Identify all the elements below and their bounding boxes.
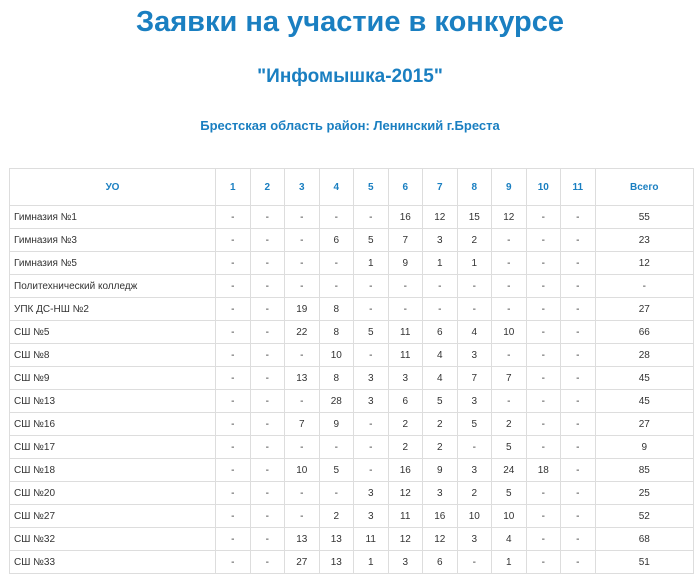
grade-count-cell: -	[526, 206, 561, 229]
school-name-cell: СШ №17	[10, 436, 216, 459]
grade-count-cell: 10	[319, 344, 354, 367]
total-cell: 55	[595, 206, 694, 229]
grade-count-cell: -	[457, 551, 492, 574]
grade-count-cell: 16	[423, 505, 458, 528]
table-row	[10, 551, 694, 574]
grade-count-cell: -	[250, 528, 285, 551]
school-name-cell: СШ №9	[10, 367, 216, 390]
grade-count-cell: -	[561, 344, 596, 367]
grade-count-cell: 13	[285, 528, 320, 551]
grade-count-cell: 8	[319, 367, 354, 390]
column-header-uo: УО	[10, 169, 216, 206]
grade-count-cell: -	[526, 390, 561, 413]
grade-count-cell: -	[319, 252, 354, 275]
grade-count-cell: 1	[423, 252, 458, 275]
table-row	[10, 275, 694, 298]
grade-count-cell: 2	[388, 436, 423, 459]
grade-count-cell: 5	[423, 390, 458, 413]
school-name-cell: СШ №5	[10, 321, 216, 344]
total-cell: 52	[595, 505, 694, 528]
grade-count-cell: 4	[457, 321, 492, 344]
grade-count-cell: -	[457, 436, 492, 459]
grade-count-cell: 12	[492, 206, 527, 229]
grade-count-cell: -	[526, 367, 561, 390]
grade-count-cell: 4	[423, 344, 458, 367]
grade-count-cell: 18	[526, 459, 561, 482]
grade-count-cell: 2	[423, 436, 458, 459]
grade-count-cell: 7	[457, 367, 492, 390]
grade-count-cell: 2	[457, 229, 492, 252]
grade-count-cell: 6	[423, 321, 458, 344]
grade-count-cell: -	[492, 252, 527, 275]
total-cell: 25	[595, 482, 694, 505]
grade-count-cell: 27	[285, 551, 320, 574]
school-name-cell: СШ №13	[10, 390, 216, 413]
school-name-cell: СШ №32	[10, 528, 216, 551]
grade-count-cell: 3	[457, 459, 492, 482]
table-row	[10, 482, 694, 505]
table-row	[10, 229, 694, 252]
grade-count-cell: 3	[457, 390, 492, 413]
grade-count-cell: -	[216, 206, 251, 229]
grade-count-cell: -	[216, 344, 251, 367]
school-name-cell: Гимназия №1	[10, 206, 216, 229]
grade-count-cell: -	[526, 252, 561, 275]
grade-count-cell: 2	[319, 505, 354, 528]
grade-count-cell: -	[423, 298, 458, 321]
table-row	[10, 367, 694, 390]
school-name-cell: Гимназия №3	[10, 229, 216, 252]
page-title: Заявки на участие в конкурсе	[135, 6, 565, 38]
table-row	[10, 321, 694, 344]
table-row	[10, 344, 694, 367]
grade-count-cell: -	[354, 275, 389, 298]
grade-count-cell: -	[319, 482, 354, 505]
grade-count-cell: -	[492, 390, 527, 413]
grade-count-cell: -	[285, 436, 320, 459]
grade-count-cell: -	[319, 275, 354, 298]
school-name-cell: СШ №16	[10, 413, 216, 436]
table-row	[10, 528, 694, 551]
school-name-cell: УПК ДС-НШ №2	[10, 298, 216, 321]
grade-count-cell: 8	[319, 298, 354, 321]
grade-count-cell: 11	[388, 344, 423, 367]
grade-count-cell: -	[216, 551, 251, 574]
total-cell: 85	[595, 459, 694, 482]
table-row	[10, 390, 694, 413]
column-header-grade: 1	[216, 169, 251, 206]
grade-count-cell: 5	[457, 413, 492, 436]
grade-count-cell: -	[423, 275, 458, 298]
table-row	[10, 436, 694, 459]
grade-count-cell: -	[216, 390, 251, 413]
total-cell: 27	[595, 298, 694, 321]
grade-count-cell: -	[492, 344, 527, 367]
grade-count-cell: -	[285, 275, 320, 298]
grade-count-cell: -	[561, 206, 596, 229]
grade-count-cell: -	[492, 275, 527, 298]
grade-count-cell: -	[526, 528, 561, 551]
grade-count-cell: 15	[457, 206, 492, 229]
grade-count-cell: -	[250, 551, 285, 574]
grade-count-cell: -	[354, 298, 389, 321]
grade-count-cell: -	[388, 275, 423, 298]
grade-count-cell: 7	[285, 413, 320, 436]
grade-count-cell: -	[526, 505, 561, 528]
grade-count-cell: 3	[457, 344, 492, 367]
table-row	[10, 206, 694, 229]
column-header-grade: 3	[285, 169, 320, 206]
total-cell: 12	[595, 252, 694, 275]
grade-count-cell: -	[285, 505, 320, 528]
column-header-total: Всего	[595, 169, 694, 206]
grade-count-cell: -	[285, 206, 320, 229]
grade-count-cell: -	[561, 367, 596, 390]
grade-count-cell: -	[216, 459, 251, 482]
school-name-cell: СШ №20	[10, 482, 216, 505]
grade-count-cell: 28	[319, 390, 354, 413]
grade-count-cell: -	[250, 229, 285, 252]
grade-count-cell: -	[526, 436, 561, 459]
grade-count-cell: 11	[354, 528, 389, 551]
grade-count-cell: -	[216, 528, 251, 551]
grade-count-cell: -	[492, 229, 527, 252]
school-name-cell: Гимназия №5	[10, 252, 216, 275]
total-cell: 9	[595, 436, 694, 459]
grade-count-cell: -	[216, 482, 251, 505]
grade-count-cell: 8	[319, 321, 354, 344]
grade-count-cell: -	[216, 229, 251, 252]
grade-count-cell: -	[216, 321, 251, 344]
grade-count-cell: -	[250, 482, 285, 505]
region-label: Брестская область район: Ленинский г.Бреста	[200, 118, 500, 133]
grade-count-cell: -	[526, 229, 561, 252]
table-row	[10, 505, 694, 528]
grade-count-cell: -	[354, 459, 389, 482]
grade-count-cell: 5	[319, 459, 354, 482]
grade-count-cell: -	[561, 321, 596, 344]
grade-count-cell: 4	[492, 528, 527, 551]
grade-count-cell: 11	[388, 505, 423, 528]
grade-count-cell: -	[526, 344, 561, 367]
total-cell: 66	[595, 321, 694, 344]
grade-count-cell: -	[561, 528, 596, 551]
grade-count-cell: -	[561, 390, 596, 413]
grade-count-cell: 5	[492, 482, 527, 505]
school-name-cell: Политехнический колледж	[10, 275, 216, 298]
grade-count-cell: 10	[492, 321, 527, 344]
total-cell: 51	[595, 551, 694, 574]
grade-count-cell: -	[457, 298, 492, 321]
grade-count-cell: -	[216, 298, 251, 321]
grade-count-cell: -	[216, 505, 251, 528]
table-row	[10, 413, 694, 436]
grade-count-cell: -	[250, 298, 285, 321]
grade-count-cell: -	[250, 390, 285, 413]
grade-count-cell: -	[285, 344, 320, 367]
grade-count-cell: 19	[285, 298, 320, 321]
total-cell: 23	[595, 229, 694, 252]
table-row	[10, 298, 694, 321]
grade-count-cell: -	[561, 551, 596, 574]
grade-count-cell: 12	[388, 528, 423, 551]
grade-count-cell: -	[492, 298, 527, 321]
grade-count-cell: -	[285, 229, 320, 252]
column-header-grade: 10	[526, 169, 561, 206]
grade-count-cell: -	[561, 413, 596, 436]
grade-count-cell: 1	[354, 551, 389, 574]
grade-count-cell: 3	[423, 482, 458, 505]
grade-count-cell: -	[250, 321, 285, 344]
applications-table	[9, 168, 694, 574]
table-row	[10, 252, 694, 275]
grade-count-cell: 9	[319, 413, 354, 436]
grade-count-cell: 1	[492, 551, 527, 574]
column-header-grade: 8	[457, 169, 492, 206]
column-header-grade: 9	[492, 169, 527, 206]
grade-count-cell: 5	[354, 229, 389, 252]
grade-count-cell: 6	[423, 551, 458, 574]
grade-count-cell: -	[354, 436, 389, 459]
grade-count-cell: 3	[423, 229, 458, 252]
grade-count-cell: -	[561, 275, 596, 298]
grade-count-cell: 3	[388, 367, 423, 390]
grade-count-cell: -	[388, 298, 423, 321]
grade-count-cell: -	[526, 321, 561, 344]
contest-name: "Инфомышка-2015"	[257, 66, 443, 87]
grade-count-cell: -	[457, 275, 492, 298]
grade-count-cell: -	[561, 436, 596, 459]
grade-count-cell: -	[354, 206, 389, 229]
grade-count-cell: -	[250, 459, 285, 482]
grade-count-cell: 13	[319, 528, 354, 551]
grade-count-cell: 2	[388, 413, 423, 436]
grade-count-cell: 3	[354, 367, 389, 390]
grade-count-cell: 3	[457, 528, 492, 551]
grade-count-cell: -	[285, 390, 320, 413]
grade-count-cell: -	[526, 298, 561, 321]
grade-count-cell: -	[250, 275, 285, 298]
grade-count-cell: 1	[457, 252, 492, 275]
grade-count-cell: -	[561, 505, 596, 528]
grade-count-cell: 5	[492, 436, 527, 459]
school-name-cell: СШ №27	[10, 505, 216, 528]
grade-count-cell: 4	[423, 367, 458, 390]
grade-count-cell: 11	[388, 321, 423, 344]
grade-count-cell: 9	[423, 459, 458, 482]
grade-count-cell: -	[216, 275, 251, 298]
school-name-cell: СШ №33	[10, 551, 216, 574]
grade-count-cell: 16	[388, 206, 423, 229]
column-header-grade: 5	[354, 169, 389, 206]
table-header-row	[10, 169, 694, 206]
grade-count-cell: -	[319, 206, 354, 229]
grade-count-cell: 6	[388, 390, 423, 413]
grade-count-cell: 3	[354, 390, 389, 413]
total-cell: -	[595, 275, 694, 298]
grade-count-cell: -	[561, 459, 596, 482]
grade-count-cell: 1	[354, 252, 389, 275]
grade-count-cell: 3	[388, 551, 423, 574]
total-cell: 45	[595, 390, 694, 413]
grade-count-cell: 7	[388, 229, 423, 252]
grade-count-cell: 12	[388, 482, 423, 505]
grade-count-cell: -	[526, 482, 561, 505]
grade-count-cell: 2	[423, 413, 458, 436]
grade-count-cell: 12	[423, 528, 458, 551]
grade-count-cell: 5	[354, 321, 389, 344]
grade-count-cell: 10	[492, 505, 527, 528]
grade-count-cell: -	[354, 344, 389, 367]
column-header-grade: 4	[319, 169, 354, 206]
grade-count-cell: 6	[319, 229, 354, 252]
total-cell: 27	[595, 413, 694, 436]
grade-count-cell: 10	[285, 459, 320, 482]
grade-count-cell: -	[526, 413, 561, 436]
grade-count-cell: -	[250, 206, 285, 229]
grade-count-cell: -	[526, 275, 561, 298]
table-row	[10, 459, 694, 482]
grade-count-cell: -	[354, 413, 389, 436]
grade-count-cell: 12	[423, 206, 458, 229]
grade-count-cell: -	[250, 367, 285, 390]
grade-count-cell: -	[285, 482, 320, 505]
total-cell: 68	[595, 528, 694, 551]
grade-count-cell: -	[250, 252, 285, 275]
grade-count-cell: 22	[285, 321, 320, 344]
grade-count-cell: 3	[354, 482, 389, 505]
grade-count-cell: -	[216, 436, 251, 459]
grade-count-cell: -	[250, 344, 285, 367]
grade-count-cell: 2	[457, 482, 492, 505]
grade-count-cell: -	[216, 367, 251, 390]
grade-count-cell: -	[561, 229, 596, 252]
grade-count-cell: -	[319, 436, 354, 459]
column-header-grade: 2	[250, 169, 285, 206]
grade-count-cell: -	[561, 482, 596, 505]
total-cell: 45	[595, 367, 694, 390]
grade-count-cell: -	[216, 413, 251, 436]
grade-count-cell: -	[285, 252, 320, 275]
grade-count-cell: -	[250, 436, 285, 459]
grade-count-cell: -	[250, 413, 285, 436]
grade-count-cell: -	[561, 298, 596, 321]
school-name-cell: СШ №8	[10, 344, 216, 367]
grade-count-cell: -	[216, 252, 251, 275]
grade-count-cell: 13	[319, 551, 354, 574]
grade-count-cell: 10	[457, 505, 492, 528]
grade-count-cell: 13	[285, 367, 320, 390]
grade-count-cell: 9	[388, 252, 423, 275]
school-name-cell: СШ №18	[10, 459, 216, 482]
grade-count-cell: 24	[492, 459, 527, 482]
grade-count-cell: -	[526, 551, 561, 574]
total-cell: 28	[595, 344, 694, 367]
grade-count-cell: 7	[492, 367, 527, 390]
grade-count-cell: -	[250, 505, 285, 528]
column-header-grade: 6	[388, 169, 423, 206]
grade-count-cell: 16	[388, 459, 423, 482]
column-header-grade: 7	[423, 169, 458, 206]
grade-count-cell: 3	[354, 505, 389, 528]
grade-count-cell: 2	[492, 413, 527, 436]
column-header-grade: 11	[561, 169, 596, 206]
grade-count-cell: -	[561, 252, 596, 275]
